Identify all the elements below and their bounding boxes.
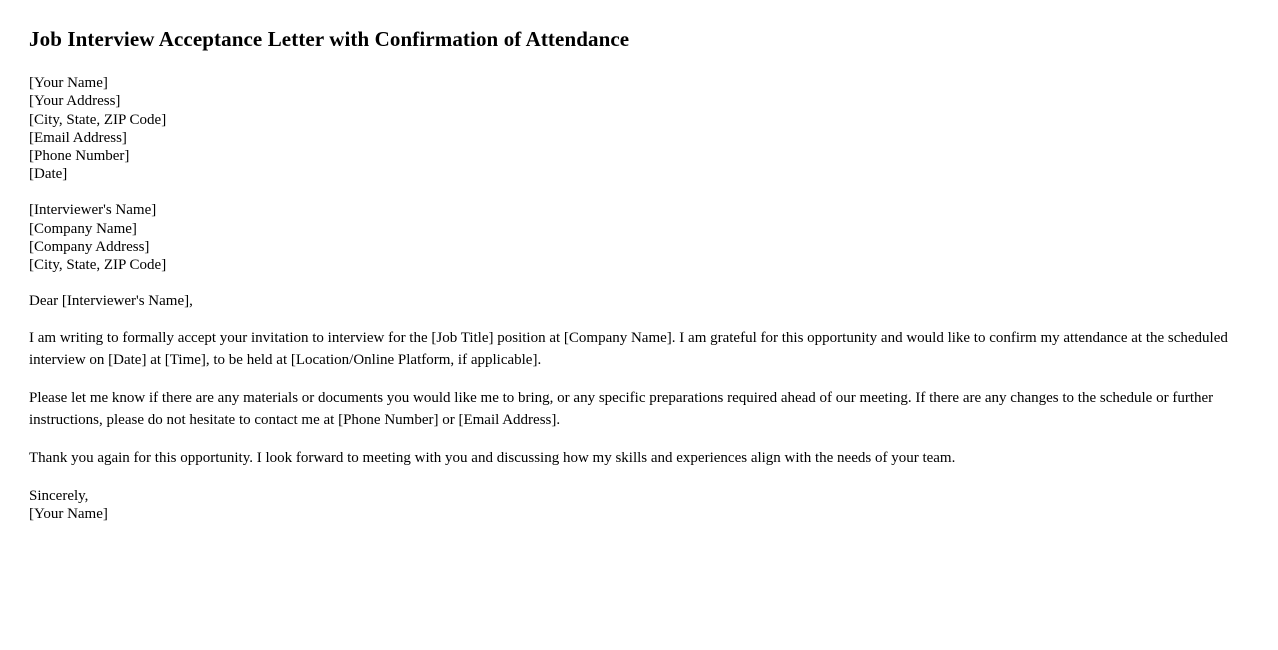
- recipient-company-address: [Company Address]: [29, 238, 150, 255]
- body-paragraph-1: I am writing to formally accept your invitation to interview for the [Job Title] position at [Company Name]. I am grateful for this opportunity and would like to confirm my attendance at the scheduled interview on [Date] at [Time], to be held at [Location/Online Platform, if applicable].: [29, 330, 1228, 368]
- sender-name: [Your Name]: [29, 75, 108, 92]
- sender-address-block: [29, 74, 1248, 183]
- signature-name: [Your Name]: [29, 505, 108, 522]
- sender-phone: [Phone Number]: [29, 148, 130, 165]
- recipient-company: [Company Name]: [29, 220, 137, 237]
- body-paragraph-2: Please let me know if there are any materials or documents you would like me to bring, or any specific preparations required ahead of our meeting. If there are any changes to the schedule or further instructions, please do not hesitate to contact me at [Phone Number] or [Email Address].: [29, 390, 1214, 428]
- page-title: Job Interview Acceptance Letter with Confirmation of Attendance: [29, 27, 630, 51]
- salutation: Dear [Interviewer's Name],: [29, 293, 193, 310]
- letter-date: [Date]: [29, 166, 68, 183]
- sender-city-state-zip: [City, State, ZIP Code]: [29, 111, 167, 128]
- body-paragraph-3: Thank you again for this opportunity. I look forward to meeting with you and discussing how my skills and experiences align with the needs of your team.: [29, 450, 956, 467]
- closing-block: [29, 487, 1248, 523]
- recipient-address-block: [29, 201, 1248, 274]
- recipient-name: [Interviewer's Name]: [29, 202, 157, 219]
- sender-address: [Your Address]: [29, 93, 121, 110]
- closing-salutation: Sincerely,: [29, 487, 89, 504]
- sender-email: [Email Address]: [29, 129, 127, 146]
- recipient-city-state-zip: [City, State, ZIP Code]: [29, 257, 167, 274]
